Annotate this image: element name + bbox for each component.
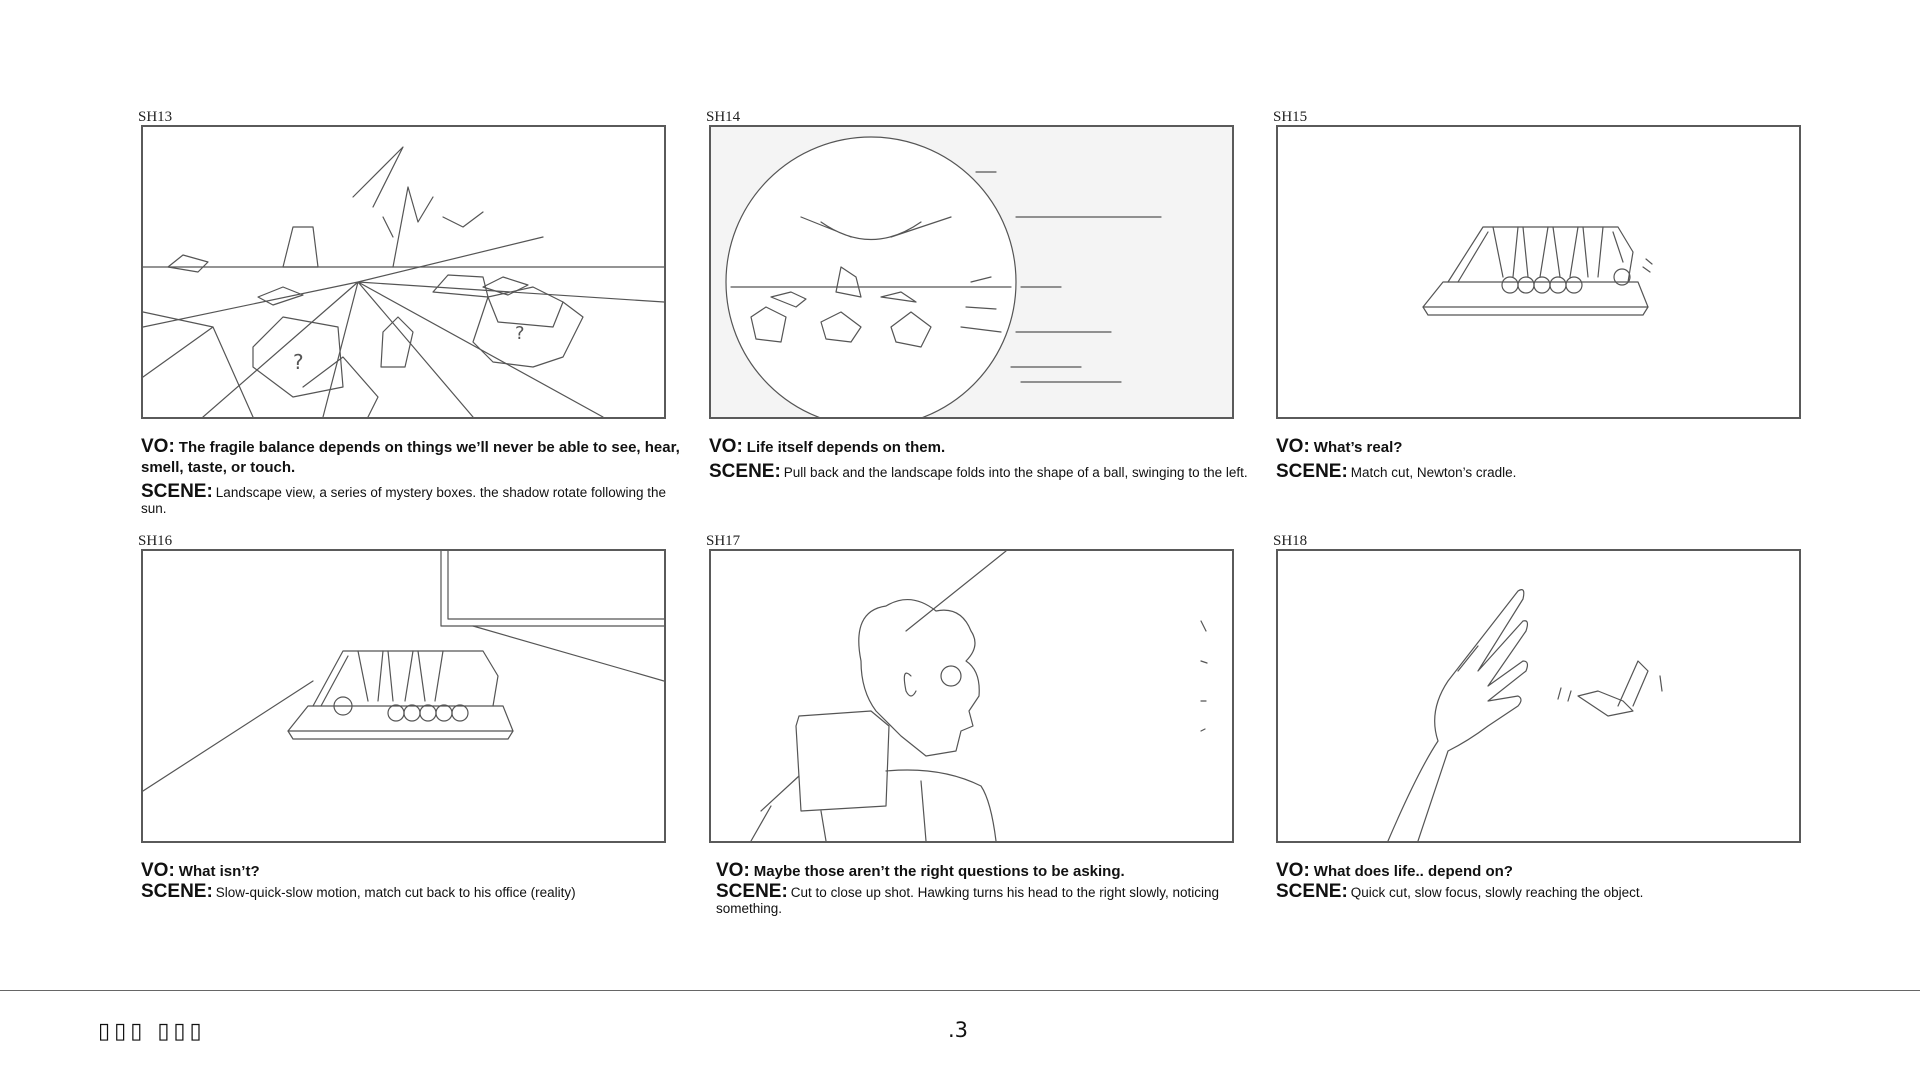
storyboard-frame	[1276, 549, 1801, 843]
sketch-office-newtons-cradle	[143, 551, 664, 841]
vo-text: What does life.. depend on?	[1313, 863, 1513, 880]
vo-text: What’s real?	[1313, 439, 1403, 456]
scene-line	[1276, 461, 1816, 482]
scene-label: SCENE:	[141, 481, 213, 502]
scene-text: Landscape view, a series of mystery boxes. the shadow rotate following the sun.	[141, 485, 667, 516]
scene-label: SCENE:	[716, 881, 788, 902]
sketch-reaching-hand	[1278, 551, 1799, 841]
scene-label: SCENE:	[709, 461, 781, 482]
shot-id: SH18	[1273, 533, 1308, 549]
scene-label: SCENE:	[1276, 881, 1348, 902]
shot-id: SH14	[706, 109, 741, 125]
shot-id: SH17	[706, 533, 741, 549]
vo-text: Life itself depends on them.	[746, 439, 946, 456]
voiceover-line	[709, 437, 1249, 458]
shot-id: SH16	[138, 533, 173, 549]
vo-label: VO:	[1276, 860, 1310, 881]
caption	[1276, 437, 1816, 481]
vo-text: What isn’t?	[178, 863, 260, 880]
vo-label: VO:	[141, 436, 175, 457]
page-number: .3	[948, 1018, 969, 1042]
caption	[709, 437, 1249, 481]
vo-label: VO:	[709, 436, 743, 457]
svg-text:?: ?	[515, 323, 525, 344]
scene-line	[716, 881, 1256, 917]
voiceover-line	[1276, 861, 1816, 882]
vo-label: VO:	[1276, 436, 1310, 457]
caption	[141, 437, 681, 517]
scene-line	[709, 461, 1249, 482]
footer-divider	[0, 990, 1920, 991]
storyboard-frame	[709, 549, 1234, 843]
vo-label: VO:	[141, 860, 175, 881]
scene-line	[141, 881, 681, 902]
sketch-landscape-ball	[711, 127, 1232, 417]
voiceover-line	[141, 437, 681, 478]
storyboard-frame	[141, 549, 666, 843]
footer-glyphs: ▯▯▯ ▯▯▯	[98, 1019, 206, 1044]
scene-text: Slow-quick-slow motion, match cut back to his office (reality)	[215, 885, 576, 900]
sketch-landscape-mystery-boxes	[143, 127, 664, 417]
scene-text: Cut to close up shot. Hawking turns his head to the right slowly, noticing something.	[716, 885, 1220, 916]
voiceover-line	[716, 861, 1256, 882]
svg-text:?: ?	[293, 350, 304, 374]
scene-text: Match cut, Newton’s cradle.	[1350, 465, 1517, 480]
scene-line	[1276, 881, 1816, 902]
scene-line	[141, 481, 681, 517]
shot-id: SH15	[1273, 109, 1308, 125]
caption	[141, 861, 681, 901]
storyboard-frame	[709, 125, 1234, 419]
storyboard-frame	[1276, 125, 1801, 419]
storyboard-frame	[141, 125, 666, 419]
vo-text: The fragile balance depends on things we’ll never be able to see, hear, smell, taste, or touch.	[141, 439, 680, 476]
sketch-hawking-profile	[711, 551, 1232, 841]
vo-label: VO:	[716, 860, 750, 881]
scene-text: Quick cut, slow focus, slowly reaching the object.	[1350, 885, 1644, 900]
shot-id: SH13	[138, 109, 173, 125]
caption	[1276, 861, 1816, 901]
caption	[716, 861, 1256, 917]
vo-text: Maybe those aren’t the right questions to be asking.	[753, 863, 1125, 880]
voiceover-line	[1276, 437, 1816, 458]
voiceover-line	[141, 861, 681, 882]
scene-text: Pull back and the landscape folds into the shape of a ball, swinging to the left.	[783, 465, 1248, 480]
scene-label: SCENE:	[141, 881, 213, 902]
sketch-newtons-cradle	[1278, 127, 1799, 417]
scene-label: SCENE:	[1276, 461, 1348, 482]
